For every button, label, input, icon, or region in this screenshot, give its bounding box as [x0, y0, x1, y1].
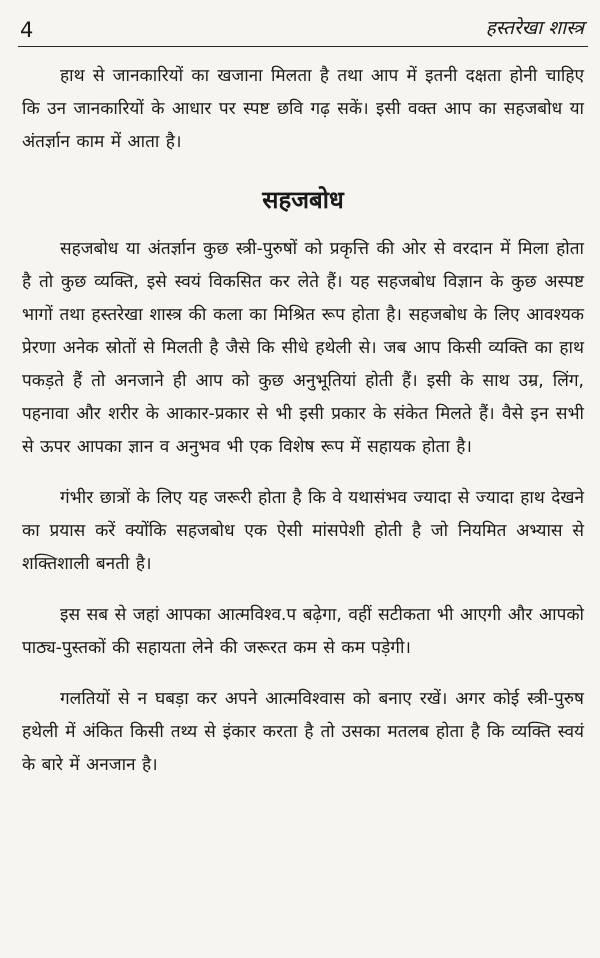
header-rule	[18, 46, 588, 47]
running-title: हस्तरेखा शास्त्र	[485, 17, 584, 39]
section-heading: सहजबोध	[262, 186, 344, 214]
page-number: 4	[20, 18, 34, 42]
paragraph-intro: हाथ से जानकारियों का खजाना मिलता है तथा आप में इतनी दक्षता होनी चाहिए कि उन जानकारियों के आधार पर स्पष्ट छवि गढ़ सकें। इसी वक्त आप का सहजबोध या अंतर्ज्ञान काम में आता है।	[22, 66, 584, 152]
page-body	[22, 60, 584, 800]
page-header	[20, 6, 584, 48]
paragraph-4: गलतियों से न घबड़ा कर अपने आत्मविश्वास को बनाए रखें। अगर कोई स्त्री-पुरुष हथेली में अंकित किसी तथ्य से इंकार करता है तो उसका मतलब होता है कि व्यक्ति स्वयं के बारे में अनजान है।	[22, 689, 584, 775]
paragraph-2: गंभीर छात्रों के लिए यह जरूरी होता है कि वे यथासंभव ज्यादा से ज्यादा हाथ देखने का प्रयास करें क्योंकि सहजबोध एक ऐसी मांसपेशी होती है जो नियमित अभ्यास से शक्तिशाली बनती है।	[22, 488, 584, 574]
paragraph-3: इस सब से जहां आपका आत्मविश्व.प बढ़ेगा, वहीं सटीकता भी आएगी और आपको पाठ्य-पुस्तकों की सहायता लेने की जरूरत कम से कम पड़ेगी।	[22, 605, 584, 658]
paragraph-1: सहजबोध या अंतर्ज्ञान कुछ स्त्री-पुरुषों को प्रकृत्ति की ओर से वरदान में मिला होता है तो कुछ व्यक्ति, इसे स्वयं विकसित कर लेते हैं। यह सहजबोध विज्ञान के कुछ अस्पष्ट भागों तथा हस्तरेखा शास्त्र की कला का मिश्रित रूप होता है। सहजबोध के लिए आवश्यक प्रेरणा अनेक स्रोतों से मिलती है जैसे कि सीधे हथेली से। जब आप किसी व्यक्ति का हाथ पकड़ते हैं तो अनजाने ही आप को कुछ अनुभूतियां होती हैं। इसी के साथ उम्र, लिंग, पहनावा और शरीर के आकार-प्रकार से भी इसी प्रकार के संकेत मिलते हैं। वैसे इन सभी से ऊपर आपका ज्ञान व अनुभव भी एक विशेष रूप में सहायक होता है।	[22, 239, 584, 457]
